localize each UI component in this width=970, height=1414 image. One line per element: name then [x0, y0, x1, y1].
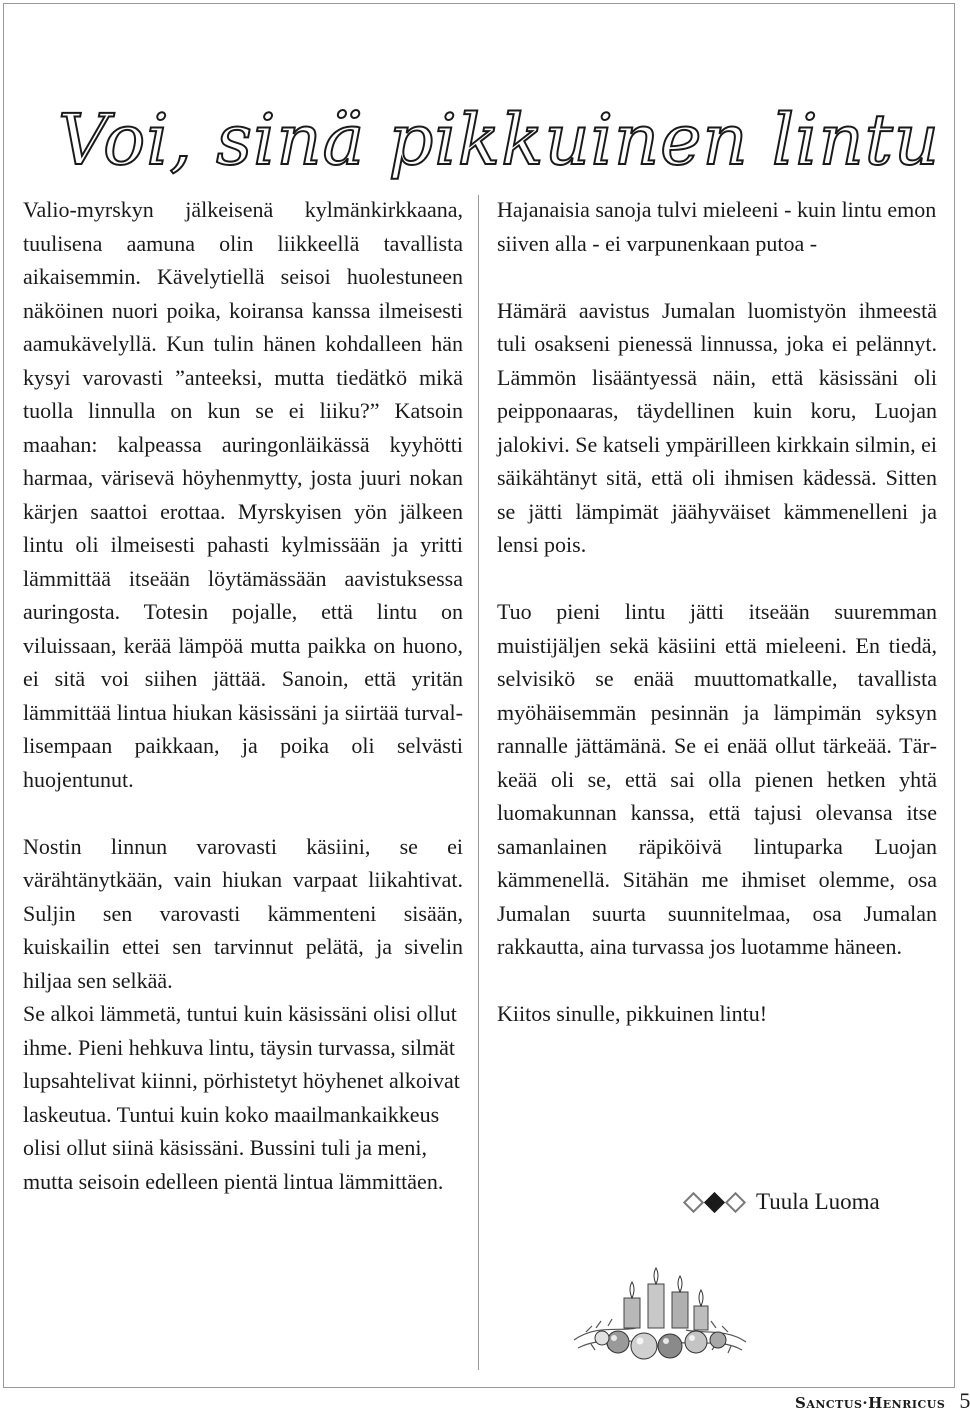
column-divider [478, 195, 479, 1370]
paragraph: Hajanaisia sanoja tulvi mieleeni - kuin lintu emon siiven alla - ei varpunenkaan putoa - [497, 197, 937, 256]
author-name: Tuula Luoma [756, 1189, 880, 1214]
paragraph: Tuo pieni lintu jätti itseään suuremman muistijäljen sekä käsiini että mieleeni. En tiedä, selvisikö se enää muuttomatkalle, tavallista myöhäisemmän pesinnän ja lämpimän syksyn rannalle jättämänä. Se ei enää ollut tärkeää. Tärkeää oli se, että sai olla pienen hetken yhtä luomakunnan kanssa, että tajusi olevansa itse samanlainen räpiköivä lintuparka Luojan kämmenellä. Sitähän me ihmiset olemme, osa Jumalan suurta suunnitelmaa, osa Jumalan rakkautta, aina turvassa jos luotamme häneen. [497, 599, 937, 959]
right-column [497, 193, 937, 1031]
article-title: Voi, sinä pikkuinen lintu [58, 98, 940, 181]
paragraph: Nostin linnun varovasti käsiini, se ei värähtänytkään, vain hiukan varpaat liikahtivat. Suljin sen varovasti kämmenteni sisään, kuiskailin ettei sen tarvinnut pelätä, ja sivelin hiljaa sen selkää. [23, 833, 463, 993]
magazine-name: Sanctus·Henricus [795, 1394, 946, 1412]
paragraph: Se alkoi lämmetä, tuntui kuin käsissäni olisi ollut ihme. Pieni hehkuva lintu, täysin turvassa, silmät lupsahtelivat kiinni, pörhistetyt höyhenet alkoivat laskeutua. Tuntui kuin koko maailmankaikkeus olisi ollut siinä käsissäni. Bussini tuli ja meni, mutta seisoin edelleen pientä lintua lämmittäen. [23, 1001, 460, 1194]
paragraph: Kiitos sinulle, pikkuinen lintu! [497, 1001, 768, 1026]
advent-wreath-icon [566, 1262, 756, 1362]
paragraph: Valio-myrskyn jälkeisenä kylmänkirkkaana, tuulisena aamuna olin liikkeellä tavallista aikaisemmin. Kävelytiellä seisoi huolestuneen näköinen nuori poika, koiransa kanssa ilmeisesti aamukävelyllä. Kun tulin hänen kohdalleen hän kysyi varovasti ”anteeksi, mutta tiedätkö mikä tuolla linnulla on kun se ei liiku?” Katsoin maahan: kalpeassa auringonläikässä kyyhötti harmaa, värisevä höyhenmytty, josta juuri nokan kärjen saattoi erottaa. Myrskyisen yön jälkeen lintu oli ilmeisesti pahasti kylmissään ja yritti lämmittää itseään löytämässään aavistuksessa auringosta. Totesin pojalle, että lintu on viluissaan, kerää lämpöä mutta paikka on huono, ei sitä voi siihen jättää. Sanoin, että yritän lämmittää lintua hiukan käsissäni ja siirtää turvallisempaan paikkaan, ja poika oli selvästi huojentunut. [23, 197, 463, 792]
diamond-ornament-icon [683, 1195, 746, 1210]
page-number: 5 [959, 1388, 970, 1413]
paragraph: Hämärä aavistus Jumalan luomistyön ihmeestä tuli osakseni pienessä linnussa, joka ei pelännyt. Lämmön lisääntyessä näin, että käsissäni oli peipponaaras, täydellinen kuin koru, Luojan jalokivi. Se katseli ympärilleen kirkkain silmin, ei säikähtänyt sitä, että oli ihmisen kädessä. Sitten se jätti lämpimät jäähyväiset kämmenelleni ja lensi pois. [497, 297, 937, 557]
signature [683, 1186, 880, 1218]
page-footer [795, 1388, 970, 1414]
left-column [23, 193, 463, 1198]
